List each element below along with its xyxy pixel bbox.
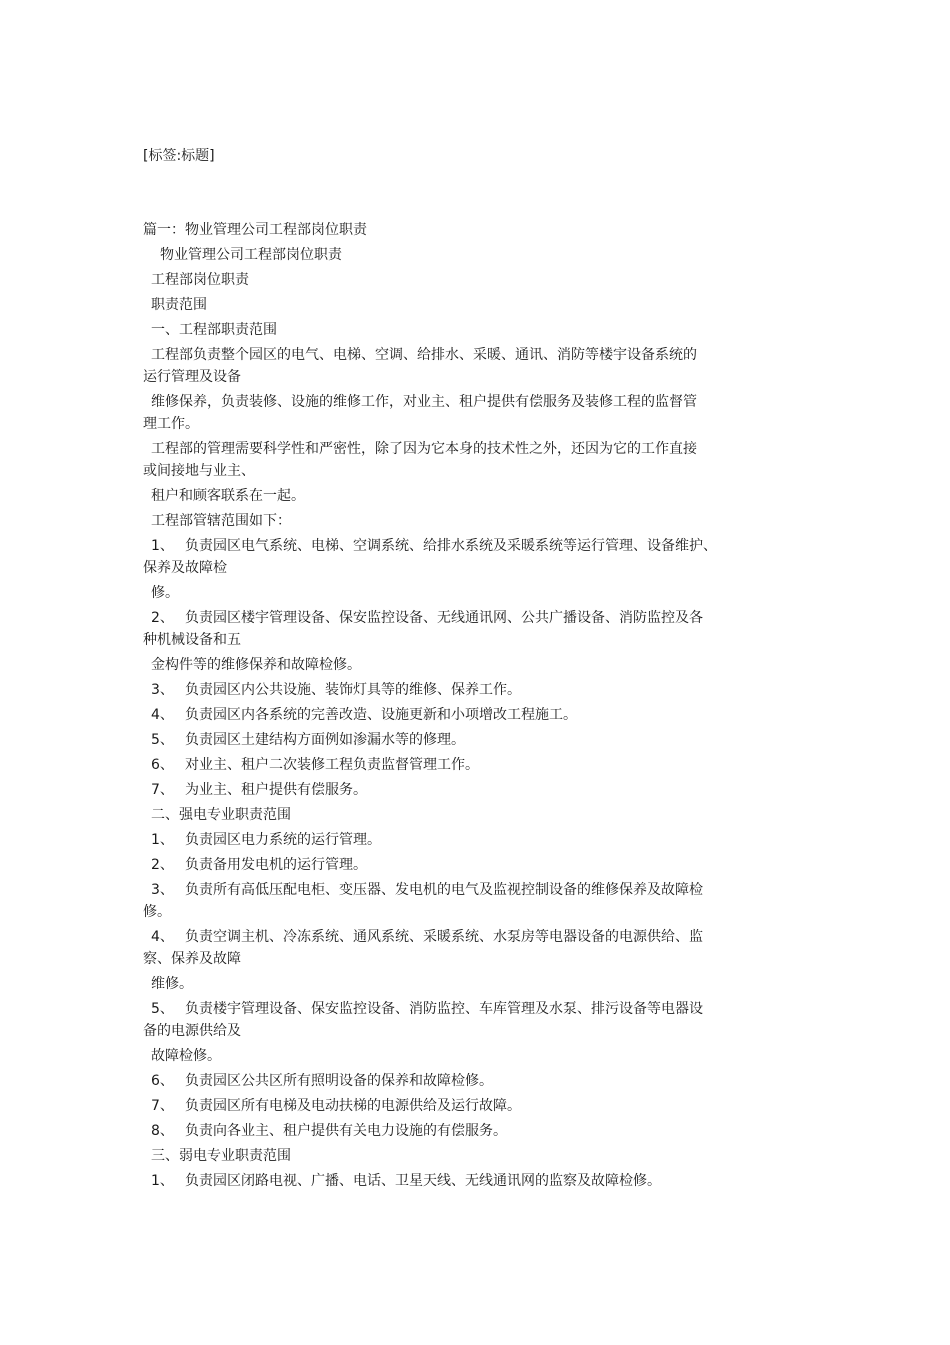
numbered-item [143, 679, 753, 701]
item-number: 5、 [151, 1001, 174, 1017]
text-line: 金构件等的维修保养和故障检修。 [151, 657, 361, 673]
text-line: 维修。 [151, 976, 193, 992]
item-text: 负责园区闭路电视、广播、电话、卫星天线、无线通讯网的监察及故障检修。 [185, 1173, 661, 1189]
item-number: 1、 [151, 538, 174, 554]
item-number: 3、 [151, 882, 174, 898]
text-line: 二、强电专业职责范围 [151, 807, 291, 823]
item-text: 负责园区内公共设施、装饰灯具等的维修、保养工作。 [185, 682, 521, 698]
item-text: 负责空调主机、冷冻系统、通风系统、采暖系统、水泵房等电器设备的电源供给、监 [185, 929, 703, 945]
text-line: 篇一：物业管理公司工程部岗位职责 [143, 222, 367, 238]
text-line: 修。 [151, 585, 179, 601]
item-text: 负责向各业主、租户提供有关电力设施的有偿服务。 [185, 1123, 507, 1139]
continuation-line: 备的电源供给及 [143, 1023, 241, 1039]
text-line: 一、工程部职责范围 [151, 322, 277, 338]
numbered-item [143, 926, 753, 948]
numbered-item [143, 535, 753, 557]
item-number: 5、 [151, 732, 174, 748]
item-number: 4、 [151, 929, 174, 945]
item-text: 负责园区电力系统的运行管理。 [185, 832, 381, 848]
item-number: 6、 [151, 1073, 174, 1089]
tag-label: [标签:标题] [143, 148, 215, 164]
item-text: 为业主、租户提供有偿服务。 [185, 782, 367, 798]
item-text: 负责园区楼宇管理设备、保安监控设备、无线通讯网、公共广播设备、消防监控及各 [185, 610, 703, 626]
continuation-line: 理工作。 [143, 416, 199, 432]
item-number: 8、 [151, 1123, 174, 1139]
item-text: 负责备用发电机的运行管理。 [185, 857, 367, 873]
text-line: 租户和顾客联系在一起。 [151, 488, 305, 504]
numbered-item [143, 1120, 753, 1142]
text-line: 三、弱电专业职责范围 [151, 1148, 291, 1164]
text-line: 工程部管辖范围如下： [151, 513, 291, 529]
numbered-item [143, 1070, 753, 1092]
numbered-item [143, 607, 753, 629]
numbered-item [143, 998, 753, 1020]
continuation-line: 察、保养及故障 [143, 951, 241, 967]
item-number: 7、 [151, 1098, 174, 1114]
item-number: 1、 [151, 1173, 174, 1189]
item-number: 2、 [151, 857, 174, 873]
item-number: 4、 [151, 707, 174, 723]
numbered-item [143, 854, 753, 876]
item-text: 对业主、租户二次装修工程负责监督管理工作。 [185, 757, 479, 773]
numbered-item [143, 729, 753, 751]
numbered-item [143, 1170, 753, 1192]
continuation-line: 种机械设备和五 [143, 632, 241, 648]
text-line: 职责范围 [151, 297, 207, 313]
numbered-item [143, 779, 753, 801]
item-text: 负责园区公共区所有照明设备的保养和故障检修。 [185, 1073, 493, 1089]
item-number: 1、 [151, 832, 174, 848]
text-line: 工程部岗位职责 [151, 272, 249, 288]
document-body [143, 216, 753, 1192]
continuation-line: 保养及故障检 [143, 560, 227, 576]
item-text: 负责所有高低压配电柜、变压器、发电机的电气及监视控制设备的维修保养及故障检 [185, 882, 703, 898]
continuation-line: 修。 [143, 904, 171, 920]
item-number: 3、 [151, 682, 174, 698]
item-text: 负责园区电气系统、电梯、空调系统、给排水系统及采暖系统等运行管理、设备维护、 [185, 538, 717, 554]
text-line: 物业管理公司工程部岗位职责 [160, 247, 342, 263]
text-line: 工程部负责整个园区的电气、电梯、空调、给排水、采暖、通讯、消防等楼宇设备系统的 [151, 347, 697, 363]
numbered-item [143, 829, 753, 851]
continuation-line: 或间接地与业主、 [143, 463, 255, 479]
item-text: 负责楼宇管理设备、保安监控设备、消防监控、车库管理及水泵、排污设备等电器设 [185, 1001, 703, 1017]
numbered-item [143, 879, 753, 901]
item-text: 负责园区内各系统的完善改造、设施更新和小项增改工程施工。 [185, 707, 577, 723]
continuation-line: 运行管理及设备 [143, 369, 241, 385]
item-number: 7、 [151, 782, 174, 798]
item-text: 负责园区土建结构方面例如渗漏水等的修理。 [185, 732, 465, 748]
numbered-item [143, 754, 753, 776]
text-line: 维修保养，负责装修、设施的维修工作，对业主、租户提供有偿服务及装修工程的监督管 [151, 394, 697, 410]
item-text: 负责园区所有电梯及电动扶梯的电源供给及运行故障。 [185, 1098, 521, 1114]
text-line: 工程部的管理需要科学性和严密性，除了因为它本身的技术性之外，还因为它的工作直接 [151, 441, 697, 457]
item-number: 2、 [151, 610, 174, 626]
text-line: 故障检修。 [151, 1048, 221, 1064]
item-number: 6、 [151, 757, 174, 773]
numbered-item [143, 704, 753, 726]
numbered-item [143, 1095, 753, 1117]
